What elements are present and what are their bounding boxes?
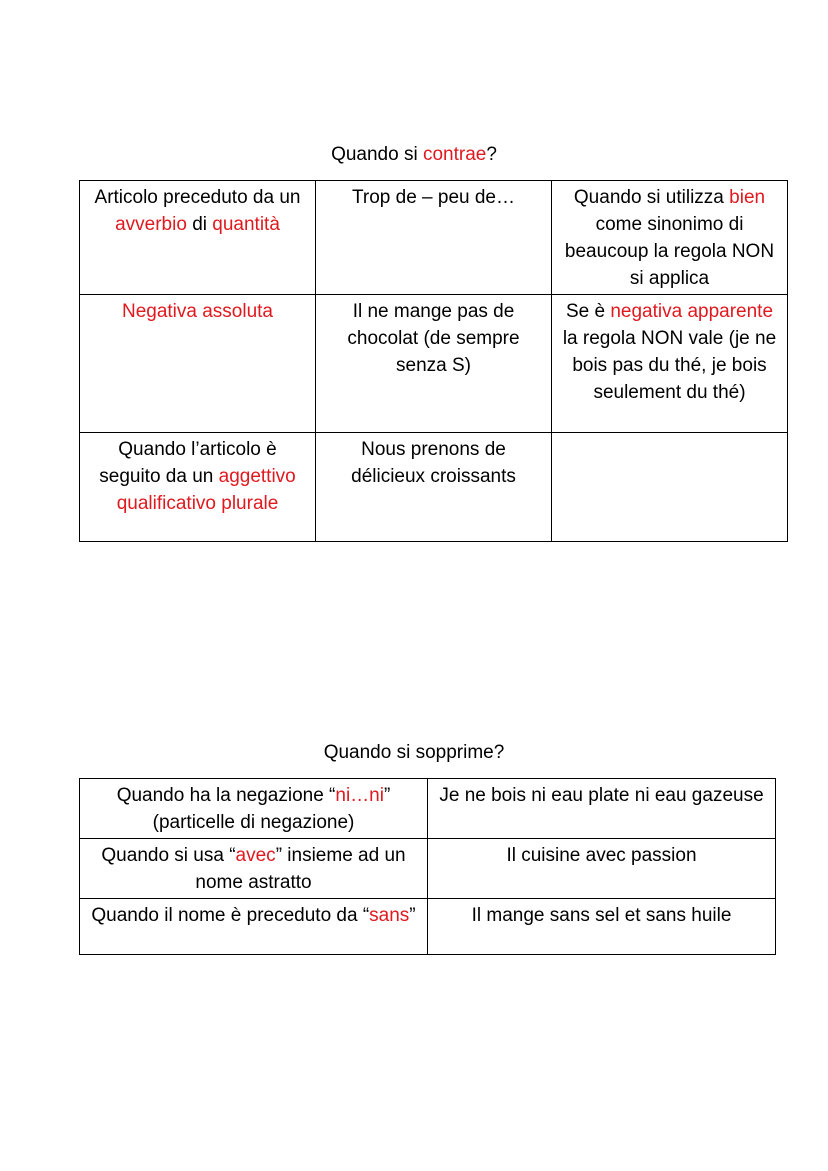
- cell-text: Quando si usa “: [101, 845, 236, 866]
- table-row: [80, 181, 788, 295]
- table-cell: [428, 779, 776, 839]
- table-cell: [552, 295, 788, 433]
- cell-text: ” insieme ad un nome astratto: [195, 845, 406, 893]
- section1-title-prefix: Quando si: [331, 144, 423, 165]
- suppression-table: [79, 778, 776, 955]
- section2-title: Quando si sopprime?: [323, 742, 505, 763]
- table-row: [80, 433, 788, 542]
- cell-text: Nous prenons de délicieux croissants: [351, 439, 516, 487]
- table-row: [80, 899, 776, 955]
- cell-highlight: Negativa assoluta: [121, 301, 274, 322]
- table-cell: [80, 433, 316, 542]
- section1-title-suffix: ?: [486, 144, 497, 165]
- cell-highlight: ni…ni: [335, 785, 384, 806]
- cell-text: di: [186, 214, 213, 235]
- cell-text: Quando l’articolo è seguito da un: [99, 439, 277, 487]
- cell-text: Je ne bois ni eau plate ni eau gazeuse: [439, 785, 764, 806]
- table-cell: [80, 295, 316, 433]
- cell-text: Il cuisine avec passion: [506, 845, 697, 866]
- table-row: [80, 779, 776, 839]
- cell-highlight: bien: [729, 187, 766, 208]
- table-cell: [552, 433, 788, 542]
- cell-text: ” (particelle di negazione): [152, 785, 391, 833]
- cell-highlight: quantità: [212, 214, 280, 235]
- section1-title-highlight: contrae: [422, 144, 487, 165]
- cell-highlight: aggettivo qualificativo plurale: [116, 466, 296, 514]
- table-row: [80, 839, 776, 899]
- table-cell: [80, 899, 428, 955]
- table-cell: [80, 839, 428, 899]
- cell-text: Il ne mange pas de chocolat (de sempre senza S): [347, 301, 520, 376]
- cell-highlight: avverbio: [115, 214, 187, 235]
- cell-text: Quando ha la negazione “: [116, 785, 336, 806]
- table-row: [80, 295, 788, 433]
- table-cell: [428, 839, 776, 899]
- contraction-table: [79, 180, 788, 542]
- table-cell: [80, 181, 316, 295]
- cell-text: Se è: [565, 301, 611, 322]
- cell-text: ”: [409, 905, 416, 926]
- cell-text: la regola NON vale (je ne bois pas du thé, je bois seulement du thé): [562, 328, 777, 403]
- table-cell: [316, 295, 552, 433]
- cell-text: Il mange sans sel et sans huile: [471, 905, 732, 926]
- cell-highlight: sans: [369, 905, 410, 926]
- cell-text: Quando si utilizza: [573, 187, 730, 208]
- cell-text: Articolo preceduto da un: [94, 187, 301, 208]
- cell-text: come sinonimo di beaucoup la regola NON si applica: [564, 214, 775, 289]
- table-cell: [80, 779, 428, 839]
- cell-highlight: avec: [235, 845, 276, 866]
- cell-highlight: negativa apparente: [610, 301, 774, 322]
- section1-title: [0, 143, 828, 167]
- cell-text: Quando il nome è preceduto da “: [91, 905, 370, 926]
- table-cell: [316, 181, 552, 295]
- table-cell: [552, 181, 788, 295]
- table-cell: [316, 433, 552, 542]
- cell-text: Trop de – peu de…: [351, 187, 515, 208]
- table-cell: [428, 899, 776, 955]
